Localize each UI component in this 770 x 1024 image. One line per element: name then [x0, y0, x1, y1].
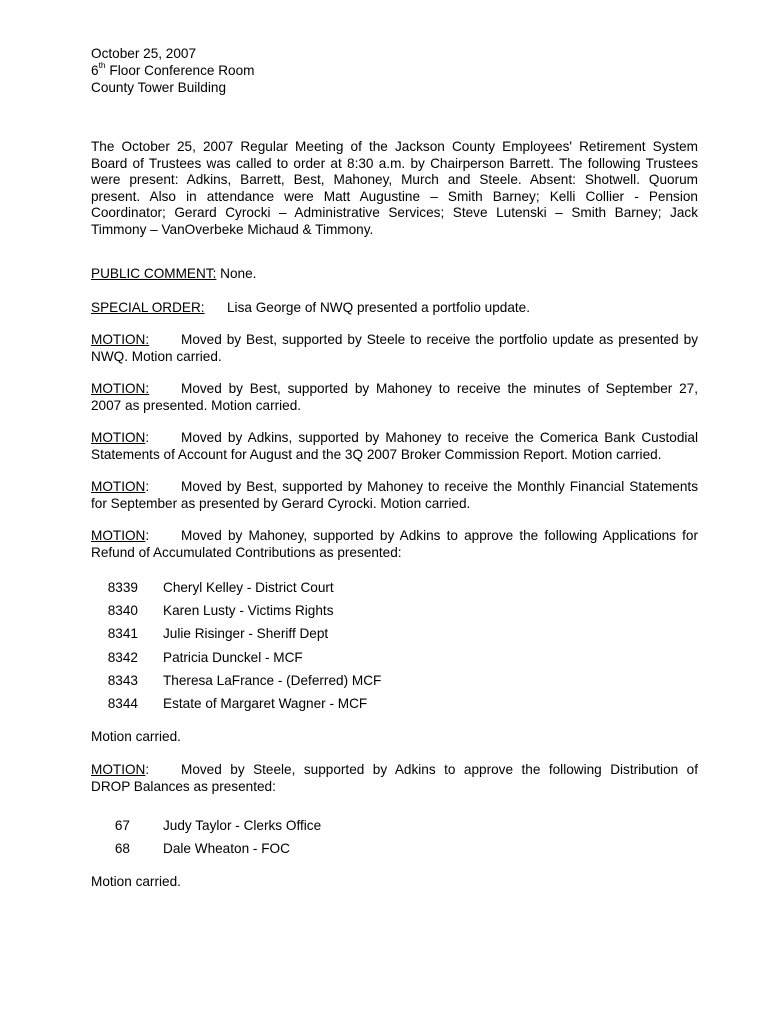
- motion-colon: :: [145, 528, 150, 543]
- intro-line: The October 25, 2007 Regular Meeting of the Jackson County Employees' Retirement System: [91, 139, 698, 154]
- refund-number: 8339: [107, 580, 138, 595]
- floor-room: Floor Conference Room: [105, 63, 255, 78]
- refund-name: Estate of Margaret Wagner - MCF: [163, 696, 368, 711]
- meeting-location: [91, 60, 255, 80]
- motion-line: 2007 as presented. Motion carried.: [91, 397, 302, 413]
- public-comment-text: None.: [216, 266, 257, 281]
- public-comment-label: PUBLIC COMMENT:: [91, 266, 217, 281]
- motion-line: Statements of Account for August and the 3Q 2007 Broker Commission Report. Motion carried.: [91, 446, 662, 462]
- motion-label: MOTION: [91, 762, 146, 777]
- special-order-label: SPECIAL ORDER:: [91, 300, 205, 315]
- motion-line: Moved by Steele, supported by Adkins to approve the following Distribution of: [181, 762, 698, 777]
- drop-result: Motion carried.: [91, 874, 181, 889]
- motion-block: [91, 381, 698, 414]
- intro-line: Timmony – VanOverbeke Michaud & Timmony.: [91, 221, 374, 237]
- list-item: [91, 696, 591, 714]
- meeting-building: County Tower Building: [91, 80, 227, 95]
- motion-block: [91, 332, 698, 365]
- list-item: [91, 673, 591, 691]
- meeting-date: October 25, 2007: [91, 46, 197, 61]
- intro-line: Coordinator; Gerard Cyrocki – Administrative Services; Steve Lutenski – Smith Barney; Jack: [91, 205, 698, 220]
- list-item: [91, 818, 591, 836]
- motion-line: DROP Balances as presented:: [91, 778, 276, 794]
- intro-paragraph: [91, 139, 698, 238]
- list-item: [91, 603, 591, 621]
- motion-block: [91, 528, 698, 561]
- motion-label: MOTION: [91, 430, 146, 445]
- list-item: [91, 580, 591, 598]
- refund-name: Julie Risinger - Sheriff Dept: [163, 626, 329, 641]
- refund-number: 8340: [107, 603, 138, 618]
- public-comment: [91, 266, 256, 283]
- intro-line: Board of Trustees was called to order at 8:30 a.m. by Chairperson Barrett. The following Trustees: [91, 155, 698, 171]
- drop-number: 67: [114, 818, 130, 833]
- motion-line: Moved by Best, supported by Steele to receive the portfolio update as presented by: [181, 332, 698, 347]
- refund-name: Theresa LaFrance - (Deferred) MCF: [163, 673, 382, 688]
- motion-label: MOTION: [91, 479, 146, 494]
- motion-line: Moved by Best, supported by Mahoney to receive the Monthly Financial Statements: [181, 479, 698, 494]
- floor-ordinal: th: [98, 60, 106, 71]
- refund-name: Karen Lusty - Victims Rights: [163, 603, 334, 618]
- motion-line: Moved by Adkins, supported by Mahoney to receive the Comerica Bank Custodial: [181, 430, 698, 445]
- motion-block: [91, 762, 698, 795]
- refund-number: 8341: [107, 626, 138, 641]
- list-item: [91, 841, 591, 859]
- motion-label: MOTION:: [91, 332, 150, 347]
- refund-name: Cheryl Kelley - District Court: [163, 580, 334, 595]
- drop-name: Dale Wheaton - FOC: [163, 841, 290, 856]
- floor-number: 6: [91, 63, 99, 78]
- refund-number: 8343: [107, 673, 138, 688]
- drop-number: 68: [114, 841, 130, 856]
- motion-label: MOTION:: [91, 381, 150, 396]
- motion-colon: :: [145, 479, 150, 494]
- motion-label: MOTION: [91, 528, 146, 543]
- intro-line: present. Also in attendance were Matt Augustine – Smith Barney; Kelli Collier - Pension: [91, 188, 698, 204]
- motion-line: Moved by Best, supported by Mahoney to receive the minutes of September 27,: [181, 381, 698, 396]
- motion-line: Refund of Accumulated Contributions as presented:: [91, 544, 402, 560]
- motion-line: Moved by Mahoney, supported by Adkins to approve the following Applications for: [181, 528, 698, 543]
- special-order: [91, 300, 531, 317]
- list-item: [91, 650, 591, 668]
- motion-block: [91, 430, 698, 463]
- drop-name: Judy Taylor - Clerks Office: [163, 818, 322, 833]
- motion-line: NWQ. Motion carried.: [91, 348, 222, 364]
- motion-line: for September as presented by Gerard Cyrocki. Motion carried.: [91, 495, 471, 511]
- refund-number: 8344: [107, 696, 138, 711]
- intro-line: were present: Adkins, Barrett, Best, Mahoney, Murch and Steele. Absent: Shotwell. Quorum: [91, 172, 698, 187]
- motion-colon: :: [145, 430, 150, 445]
- motion-block: [91, 479, 698, 512]
- list-item: [91, 626, 591, 644]
- refund-result: Motion carried.: [91, 729, 181, 744]
- motion-colon: :: [145, 762, 150, 777]
- refund-number: 8342: [107, 650, 138, 665]
- refund-name: Patricia Dunckel - MCF: [163, 650, 303, 665]
- special-order-text: Lisa George of NWQ presented a portfolio update.: [227, 300, 531, 315]
